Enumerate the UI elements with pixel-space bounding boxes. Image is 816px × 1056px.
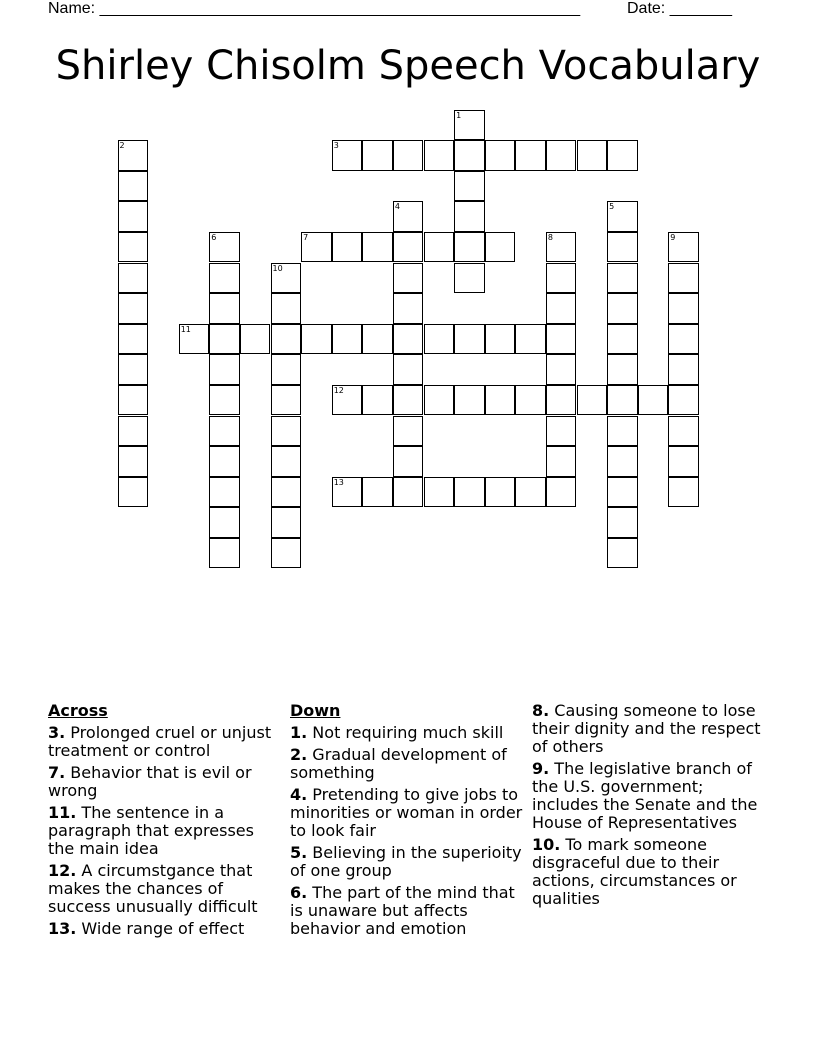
crossword-cell[interactable] — [546, 324, 577, 355]
down-clues-continued — [532, 702, 772, 912]
crossword-cell[interactable] — [424, 140, 455, 171]
crossword-cell[interactable] — [271, 507, 302, 538]
crossword-cell[interactable] — [362, 477, 393, 508]
crossword-cell[interactable] — [485, 324, 516, 355]
clue-item — [290, 724, 526, 742]
cell-number: 1 — [456, 110, 462, 120]
crossword-cell[interactable] — [454, 201, 485, 232]
crossword-cell[interactable] — [424, 232, 455, 263]
crossword-cell[interactable] — [668, 293, 699, 324]
crossword-cell[interactable] — [209, 385, 240, 416]
cell-number: 8 — [547, 232, 553, 242]
cell-number: 2 — [119, 141, 125, 151]
crossword-cell[interactable] — [668, 446, 699, 477]
clue-number: 9. — [532, 759, 550, 778]
crossword-cell[interactable] — [332, 385, 363, 416]
crossword-cell[interactable] — [271, 446, 302, 477]
crossword-cell[interactable] — [546, 293, 577, 324]
crossword-cell[interactable] — [546, 232, 577, 263]
crossword-cell[interactable] — [362, 140, 393, 171]
clue-text: Believing in the superioity of one group — [290, 843, 522, 880]
crossword-cell[interactable] — [118, 140, 149, 171]
crossword-cell[interactable] — [515, 477, 546, 508]
clue-item — [48, 920, 284, 938]
down-heading: Down — [290, 701, 341, 720]
crossword-cell[interactable] — [577, 140, 608, 171]
crossword-cell[interactable] — [668, 263, 699, 294]
clue-item — [48, 764, 284, 800]
clue-text: Not requiring much skill — [307, 723, 504, 742]
crossword-cell[interactable] — [271, 477, 302, 508]
clue-item — [290, 844, 526, 880]
clue-text: The part of the mind that is unaware but affects behavior and emotion — [290, 883, 515, 938]
crossword-cell[interactable] — [668, 416, 699, 447]
crossword-cell[interactable] — [638, 385, 669, 416]
clue-number: 10. — [532, 835, 561, 854]
crossword-cell[interactable] — [424, 385, 455, 416]
crossword-cell[interactable] — [209, 232, 240, 263]
crossword-cell[interactable] — [607, 140, 638, 171]
crossword-cell[interactable] — [271, 263, 302, 294]
crossword-cell[interactable] — [577, 385, 608, 416]
date-field: Date: _______ — [627, 0, 732, 17]
crossword-cell[interactable] — [271, 538, 302, 569]
crossword-cell[interactable] — [240, 324, 271, 355]
clue-number: 13. — [48, 919, 77, 938]
clue-item — [290, 746, 526, 782]
clue-item — [48, 724, 284, 760]
clue-number: 11. — [48, 803, 77, 822]
crossword-cell[interactable] — [546, 446, 577, 477]
crossword-cell[interactable] — [393, 446, 424, 477]
crossword-cell[interactable] — [118, 293, 149, 324]
page-title: Shirley Chisolm Speech Vocabulary — [55, 43, 761, 89]
clue-text: To mark someone disgraceful due to their actions, circumstances or qualities — [532, 835, 737, 908]
crossword-cell[interactable] — [668, 385, 699, 416]
crossword-cell[interactable] — [118, 171, 149, 202]
crossword-cell[interactable] — [607, 324, 638, 355]
crossword-cell[interactable] — [209, 507, 240, 538]
crossword-cell[interactable] — [546, 140, 577, 171]
cell-number: 6 — [211, 232, 217, 242]
crossword-cell[interactable] — [546, 385, 577, 416]
crossword-cell[interactable] — [118, 201, 149, 232]
crossword-cell[interactable] — [209, 324, 240, 355]
crossword-cell[interactable] — [393, 201, 424, 232]
across-heading: Across — [48, 701, 108, 720]
crossword-cell[interactable] — [546, 354, 577, 385]
crossword-cell[interactable] — [271, 385, 302, 416]
crossword-cell[interactable] — [668, 354, 699, 385]
across-clues — [48, 702, 284, 942]
crossword-cell[interactable] — [271, 354, 302, 385]
crossword-cell[interactable] — [271, 416, 302, 447]
cell-number: 3 — [333, 141, 339, 151]
crossword-cell[interactable] — [362, 324, 393, 355]
clue-number: 5. — [290, 843, 308, 862]
crossword-cell[interactable] — [271, 324, 302, 355]
crossword-cell[interactable] — [209, 354, 240, 385]
crossword-cell[interactable] — [118, 324, 149, 355]
clue-number: 3. — [48, 723, 66, 742]
crossword-cell[interactable] — [546, 416, 577, 447]
clue-item — [290, 884, 526, 938]
crossword-cell[interactable] — [454, 385, 485, 416]
cell-number: 13 — [333, 477, 344, 487]
crossword-cell[interactable] — [393, 232, 424, 263]
crossword-cell[interactable] — [118, 232, 149, 263]
down-clues — [290, 702, 526, 942]
crossword-cell[interactable] — [607, 416, 638, 447]
crossword-cell[interactable] — [393, 416, 424, 447]
clue-number: 8. — [532, 701, 550, 720]
clue-number: 12. — [48, 861, 77, 880]
crossword-cell[interactable] — [454, 477, 485, 508]
clue-item — [290, 786, 526, 840]
cell-number: 4 — [394, 202, 400, 212]
clue-text: Prolonged cruel or unjust treatment or control — [48, 723, 272, 760]
clue-text: The sentence in a paragraph that expresses the main idea — [48, 803, 254, 858]
clue-item — [48, 804, 284, 858]
crossword-cell[interactable] — [209, 293, 240, 324]
crossword-cell[interactable] — [607, 538, 638, 569]
crossword-cell[interactable] — [424, 324, 455, 355]
crossword-cell[interactable] — [118, 354, 149, 385]
crossword-cell[interactable] — [607, 385, 638, 416]
cell-number: 9 — [670, 232, 676, 242]
clue-text: Behavior that is evil or wrong — [48, 763, 252, 800]
crossword-cell[interactable] — [485, 140, 516, 171]
crossword-cell[interactable] — [668, 232, 699, 263]
crossword-cell[interactable] — [209, 538, 240, 569]
crossword-cell[interactable] — [607, 507, 638, 538]
crossword-cell[interactable] — [454, 263, 485, 294]
crossword-cell[interactable] — [546, 263, 577, 294]
crossword-cell[interactable] — [393, 140, 424, 171]
crossword-cell[interactable] — [393, 477, 424, 508]
crossword-cell[interactable] — [301, 232, 332, 263]
clue-text: Causing someone to lose their dignity and the respect of others — [532, 701, 761, 756]
crossword-cell[interactable] — [271, 293, 302, 324]
clue-number: 4. — [290, 785, 308, 804]
crossword-cell[interactable] — [515, 385, 546, 416]
crossword-cell[interactable] — [362, 385, 393, 416]
crossword-cell[interactable] — [454, 324, 485, 355]
crossword-cell[interactable] — [118, 416, 149, 447]
cell-number: 7 — [303, 232, 309, 242]
crossword-cell[interactable] — [209, 416, 240, 447]
crossword-cell[interactable] — [209, 477, 240, 508]
clue-number: 1. — [290, 723, 308, 742]
clue-text: Pretending to give jobs to minorities or woman in order to look fair — [290, 785, 523, 840]
crossword-cell[interactable] — [485, 385, 516, 416]
crossword-cell[interactable] — [332, 140, 363, 171]
cell-number: 10 — [272, 263, 283, 273]
crossword-cell[interactable] — [515, 140, 546, 171]
crossword-cell[interactable] — [332, 232, 363, 263]
clue-text: A circumstgance that makes the chances of success unusually difficult — [48, 861, 258, 916]
clue-number: 2. — [290, 745, 308, 764]
crossword-cell[interactable] — [607, 293, 638, 324]
crossword-cell[interactable] — [485, 477, 516, 508]
crossword-cell[interactable] — [393, 324, 424, 355]
clue-text: Gradual development of something — [290, 745, 507, 782]
crossword-cell[interactable] — [179, 324, 210, 355]
crossword-cell[interactable] — [607, 446, 638, 477]
clue-number: 7. — [48, 763, 66, 782]
crossword-cell[interactable] — [209, 446, 240, 477]
crossword-cell[interactable] — [118, 263, 149, 294]
clue-text: The legislative branch of the U.S. government; includes the Senate and the House of Representatives — [532, 759, 758, 832]
crossword-cell[interactable] — [332, 477, 363, 508]
crossword-cell[interactable] — [607, 354, 638, 385]
clue-item — [48, 862, 284, 916]
crossword-cell[interactable] — [454, 140, 485, 171]
name-field: Name: ______________________________________________________ — [48, 0, 581, 17]
crossword-cell[interactable] — [454, 232, 485, 263]
crossword-cell[interactable] — [118, 385, 149, 416]
clue-item — [532, 836, 772, 908]
crossword-cell[interactable] — [546, 477, 577, 508]
clue-text: Wide range of effect — [76, 919, 245, 938]
cell-number: 11 — [180, 324, 191, 334]
crossword-cell[interactable] — [607, 263, 638, 294]
crossword-cell[interactable] — [668, 324, 699, 355]
crossword-cell[interactable] — [118, 477, 149, 508]
crossword-cell[interactable] — [485, 232, 516, 263]
crossword-cell[interactable] — [607, 201, 638, 232]
clue-number: 6. — [290, 883, 308, 902]
crossword-cell[interactable] — [332, 324, 363, 355]
crossword-cell[interactable] — [209, 263, 240, 294]
crossword-cell[interactable] — [515, 324, 546, 355]
clue-item — [532, 702, 772, 756]
crossword-cell[interactable] — [118, 446, 149, 477]
cell-number: 12 — [333, 385, 344, 395]
cell-number: 5 — [609, 202, 615, 212]
clue-item — [532, 760, 772, 832]
crossword-cell[interactable] — [424, 477, 455, 508]
crossword-cell[interactable] — [454, 171, 485, 202]
crossword-cell[interactable] — [607, 232, 638, 263]
crossword-cell[interactable] — [393, 354, 424, 385]
crossword-cell[interactable] — [393, 385, 424, 416]
crossword-cell[interactable] — [393, 293, 424, 324]
crossword-cell[interactable] — [301, 324, 332, 355]
crossword-cell[interactable] — [362, 232, 393, 263]
crossword-cell[interactable] — [668, 477, 699, 508]
crossword-cell[interactable] — [454, 110, 485, 141]
crossword-cell[interactable] — [607, 477, 638, 508]
crossword-cell[interactable] — [393, 263, 424, 294]
